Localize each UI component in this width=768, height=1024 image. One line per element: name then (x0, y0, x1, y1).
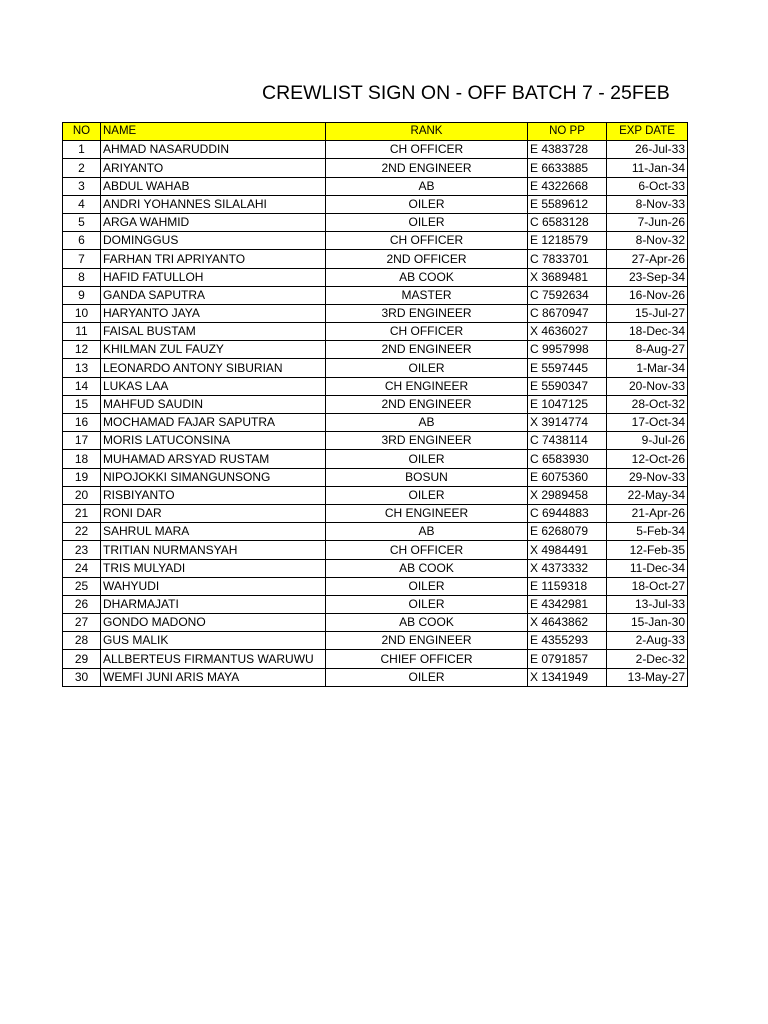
table-row (63, 504, 688, 522)
rank-cell: AB COOK (326, 614, 528, 632)
crew-name-cell: WEMFI JUNI ARIS MAYA (101, 668, 326, 686)
expiry-date-cell: 15-Jul-27 (607, 304, 688, 322)
crew-name-cell: TRIS MULYADI (101, 559, 326, 577)
passport-number-cell: E 4383728 (528, 141, 607, 159)
expiry-date-cell: 5-Feb-34 (607, 523, 688, 541)
rank-cell: CH OFFICER (326, 541, 528, 559)
table-row (63, 323, 688, 341)
row-number-cell: 17 (63, 432, 101, 450)
rank-cell: BOSUN (326, 468, 528, 486)
row-number-cell: 12 (63, 341, 101, 359)
passport-number-cell: C 7833701 (528, 250, 607, 268)
row-number-cell: 5 (63, 213, 101, 231)
expiry-date-cell: 2-Aug-33 (607, 632, 688, 650)
passport-number-cell: E 0791857 (528, 650, 607, 668)
row-number-cell: 27 (63, 614, 101, 632)
expiry-date-cell: 20-Nov-33 (607, 377, 688, 395)
table-row (63, 232, 688, 250)
expiry-date-cell: 11-Jan-34 (607, 159, 688, 177)
row-number-cell: 14 (63, 377, 101, 395)
table-row (63, 177, 688, 195)
expiry-date-cell: 7-Jun-26 (607, 213, 688, 231)
passport-number-cell: X 4984491 (528, 541, 607, 559)
passport-number-cell: E 5597445 (528, 359, 607, 377)
row-number-cell: 21 (63, 504, 101, 522)
crew-name-cell: KHILMAN ZUL FAUZY (101, 341, 326, 359)
row-number-cell: 25 (63, 577, 101, 595)
row-number-cell: 7 (63, 250, 101, 268)
passport-number-cell: E 6268079 (528, 523, 607, 541)
passport-number-cell: X 1341949 (528, 668, 607, 686)
crew-name-cell: MORIS LATUCONSINA (101, 432, 326, 450)
row-number-cell: 18 (63, 450, 101, 468)
crew-name-cell: LEONARDO ANTONY SIBURIAN (101, 359, 326, 377)
passport-number-cell: E 5590347 (528, 377, 607, 395)
rank-cell: 3RD ENGINEER (326, 304, 528, 322)
rank-cell: CH OFFICER (326, 323, 528, 341)
row-number-cell: 28 (63, 632, 101, 650)
row-number-cell: 19 (63, 468, 101, 486)
rank-cell: OILER (326, 213, 528, 231)
table-row (63, 359, 688, 377)
table-row (63, 450, 688, 468)
rank-cell: OILER (326, 359, 528, 377)
table-row (63, 523, 688, 541)
crew-name-cell: SAHRUL MARA (101, 523, 326, 541)
crew-name-cell: AHMAD NASARUDDIN (101, 141, 326, 159)
page-title: CREWLIST SIGN ON - OFF BATCH 7 - 25FEB (262, 82, 670, 104)
row-number-cell: 26 (63, 595, 101, 613)
table-row (63, 668, 688, 686)
row-number-cell: 4 (63, 195, 101, 213)
rank-cell: OILER (326, 595, 528, 613)
column-header-passport-number: NO PP (528, 123, 607, 141)
rank-cell: MASTER (326, 286, 528, 304)
rank-cell: CH ENGINEER (326, 377, 528, 395)
passport-number-cell: E 6075360 (528, 468, 607, 486)
crew-name-cell: ARGA WAHMID (101, 213, 326, 231)
row-number-cell: 29 (63, 650, 101, 668)
crew-list-table (62, 122, 688, 687)
row-number-cell: 2 (63, 159, 101, 177)
row-number-cell: 10 (63, 304, 101, 322)
expiry-date-cell: 12-Oct-26 (607, 450, 688, 468)
crew-name-cell: MOCHAMAD FAJAR SAPUTRA (101, 414, 326, 432)
table-row (63, 559, 688, 577)
expiry-date-cell: 13-Jul-33 (607, 595, 688, 613)
passport-number-cell: E 4322668 (528, 177, 607, 195)
rank-cell: CH OFFICER (326, 141, 528, 159)
rank-cell: 2ND ENGINEER (326, 341, 528, 359)
crew-name-cell: HAFID FATULLOH (101, 268, 326, 286)
table-row (63, 341, 688, 359)
row-number-cell: 1 (63, 141, 101, 159)
row-number-cell: 30 (63, 668, 101, 686)
row-number-cell: 6 (63, 232, 101, 250)
expiry-date-cell: 22-May-34 (607, 486, 688, 504)
table-row (63, 250, 688, 268)
table-body (63, 141, 688, 687)
column-header-name: NAME (101, 123, 326, 141)
passport-number-cell: E 1218579 (528, 232, 607, 250)
table-row (63, 486, 688, 504)
expiry-date-cell: 17-Oct-34 (607, 414, 688, 432)
expiry-date-cell: 2-Dec-32 (607, 650, 688, 668)
row-number-cell: 15 (63, 395, 101, 413)
expiry-date-cell: 26-Jul-33 (607, 141, 688, 159)
row-number-cell: 3 (63, 177, 101, 195)
crew-name-cell: ABDUL WAHAB (101, 177, 326, 195)
column-header-rank: RANK (326, 123, 528, 141)
passport-number-cell: C 7592634 (528, 286, 607, 304)
rank-cell: AB (326, 523, 528, 541)
rank-cell: AB COOK (326, 559, 528, 577)
rank-cell: OILER (326, 577, 528, 595)
crew-name-cell: MUHAMAD ARSYAD RUSTAM (101, 450, 326, 468)
crew-name-cell: NIPOJOKKI SIMANGUNSONG (101, 468, 326, 486)
crew-name-cell: RISBIYANTO (101, 486, 326, 504)
passport-number-cell: C 6583128 (528, 213, 607, 231)
rank-cell: OILER (326, 486, 528, 504)
passport-number-cell: E 1047125 (528, 395, 607, 413)
expiry-date-cell: 15-Jan-30 (607, 614, 688, 632)
rank-cell: 2ND ENGINEER (326, 632, 528, 650)
passport-number-cell: C 9957998 (528, 341, 607, 359)
table-row (63, 614, 688, 632)
expiry-date-cell: 28-Oct-32 (607, 395, 688, 413)
passport-number-cell: C 8670947 (528, 304, 607, 322)
crew-name-cell: FARHAN TRI APRIYANTO (101, 250, 326, 268)
table-row (63, 268, 688, 286)
crew-name-cell: HARYANTO JAYA (101, 304, 326, 322)
row-number-cell: 13 (63, 359, 101, 377)
table-row (63, 541, 688, 559)
passport-number-cell: C 7438114 (528, 432, 607, 450)
row-number-cell: 8 (63, 268, 101, 286)
rank-cell: AB COOK (326, 268, 528, 286)
table-row (63, 577, 688, 595)
passport-number-cell: E 4355293 (528, 632, 607, 650)
rank-cell: 2ND ENGINEER (326, 159, 528, 177)
row-number-cell: 22 (63, 523, 101, 541)
passport-number-cell: X 4643862 (528, 614, 607, 632)
table-row (63, 395, 688, 413)
table-row (63, 432, 688, 450)
expiry-date-cell: 21-Apr-26 (607, 504, 688, 522)
row-number-cell: 24 (63, 559, 101, 577)
table-header (63, 123, 688, 141)
rank-cell: AB (326, 414, 528, 432)
crew-name-cell: ALLBERTEUS FIRMANTUS WARUWU (101, 650, 326, 668)
expiry-date-cell: 12-Feb-35 (607, 541, 688, 559)
crew-name-cell: LUKAS LAA (101, 377, 326, 395)
header-row (63, 123, 688, 141)
table-row (63, 213, 688, 231)
rank-cell: AB (326, 177, 528, 195)
expiry-date-cell: 8-Nov-32 (607, 232, 688, 250)
expiry-date-cell: 8-Aug-27 (607, 341, 688, 359)
expiry-date-cell: 11-Dec-34 (607, 559, 688, 577)
expiry-date-cell: 27-Apr-26 (607, 250, 688, 268)
passport-number-cell: X 2989458 (528, 486, 607, 504)
passport-number-cell: X 3914774 (528, 414, 607, 432)
table-row (63, 377, 688, 395)
table-row (63, 468, 688, 486)
table-row (63, 304, 688, 322)
rank-cell: CHIEF OFFICER (326, 650, 528, 668)
row-number-cell: 9 (63, 286, 101, 304)
row-number-cell: 23 (63, 541, 101, 559)
crew-name-cell: GUS MALIK (101, 632, 326, 650)
expiry-date-cell: 6-Oct-33 (607, 177, 688, 195)
crew-name-cell: MAHFUD SAUDIN (101, 395, 326, 413)
row-number-cell: 11 (63, 323, 101, 341)
rank-cell: 3RD ENGINEER (326, 432, 528, 450)
row-number-cell: 16 (63, 414, 101, 432)
crew-name-cell: WAHYUDI (101, 577, 326, 595)
column-header-expiry-date: EXP DATE (607, 123, 688, 141)
crew-name-cell: ANDRI YOHANNES SILALAHI (101, 195, 326, 213)
passport-number-cell: C 6944883 (528, 504, 607, 522)
crew-name-cell: DOMINGGUS (101, 232, 326, 250)
rank-cell: OILER (326, 195, 528, 213)
rank-cell: OILER (326, 450, 528, 468)
rank-cell: 2ND ENGINEER (326, 395, 528, 413)
expiry-date-cell: 1-Mar-34 (607, 359, 688, 377)
expiry-date-cell: 29-Nov-33 (607, 468, 688, 486)
passport-number-cell: E 5589612 (528, 195, 607, 213)
crew-name-cell: ARIYANTO (101, 159, 326, 177)
table-row (63, 414, 688, 432)
expiry-date-cell: 18-Oct-27 (607, 577, 688, 595)
passport-number-cell: X 4636027 (528, 323, 607, 341)
table-row (63, 159, 688, 177)
crew-name-cell: TRITIAN NURMANSYAH (101, 541, 326, 559)
passport-number-cell: E 4342981 (528, 595, 607, 613)
crew-name-cell: FAISAL BUSTAM (101, 323, 326, 341)
expiry-date-cell: 18-Dec-34 (607, 323, 688, 341)
crew-name-cell: RONI DAR (101, 504, 326, 522)
expiry-date-cell: 8-Nov-33 (607, 195, 688, 213)
passport-number-cell: X 4373332 (528, 559, 607, 577)
column-header-no: NO (63, 123, 101, 141)
table-row (63, 650, 688, 668)
table-row (63, 195, 688, 213)
passport-number-cell: E 6633885 (528, 159, 607, 177)
expiry-date-cell: 23-Sep-34 (607, 268, 688, 286)
passport-number-cell: E 1159318 (528, 577, 607, 595)
crew-name-cell: GANDA SAPUTRA (101, 286, 326, 304)
rank-cell: CH ENGINEER (326, 504, 528, 522)
table-row (63, 286, 688, 304)
crew-name-cell: GONDO MADONO (101, 614, 326, 632)
rank-cell: 2ND OFFICER (326, 250, 528, 268)
table-row (63, 632, 688, 650)
rank-cell: CH OFFICER (326, 232, 528, 250)
expiry-date-cell: 9-Jul-26 (607, 432, 688, 450)
expiry-date-cell: 13-May-27 (607, 668, 688, 686)
table-row (63, 595, 688, 613)
expiry-date-cell: 16-Nov-26 (607, 286, 688, 304)
row-number-cell: 20 (63, 486, 101, 504)
passport-number-cell: X 3689481 (528, 268, 607, 286)
passport-number-cell: C 6583930 (528, 450, 607, 468)
rank-cell: OILER (326, 668, 528, 686)
crew-name-cell: DHARMAJATI (101, 595, 326, 613)
table-row (63, 141, 688, 159)
